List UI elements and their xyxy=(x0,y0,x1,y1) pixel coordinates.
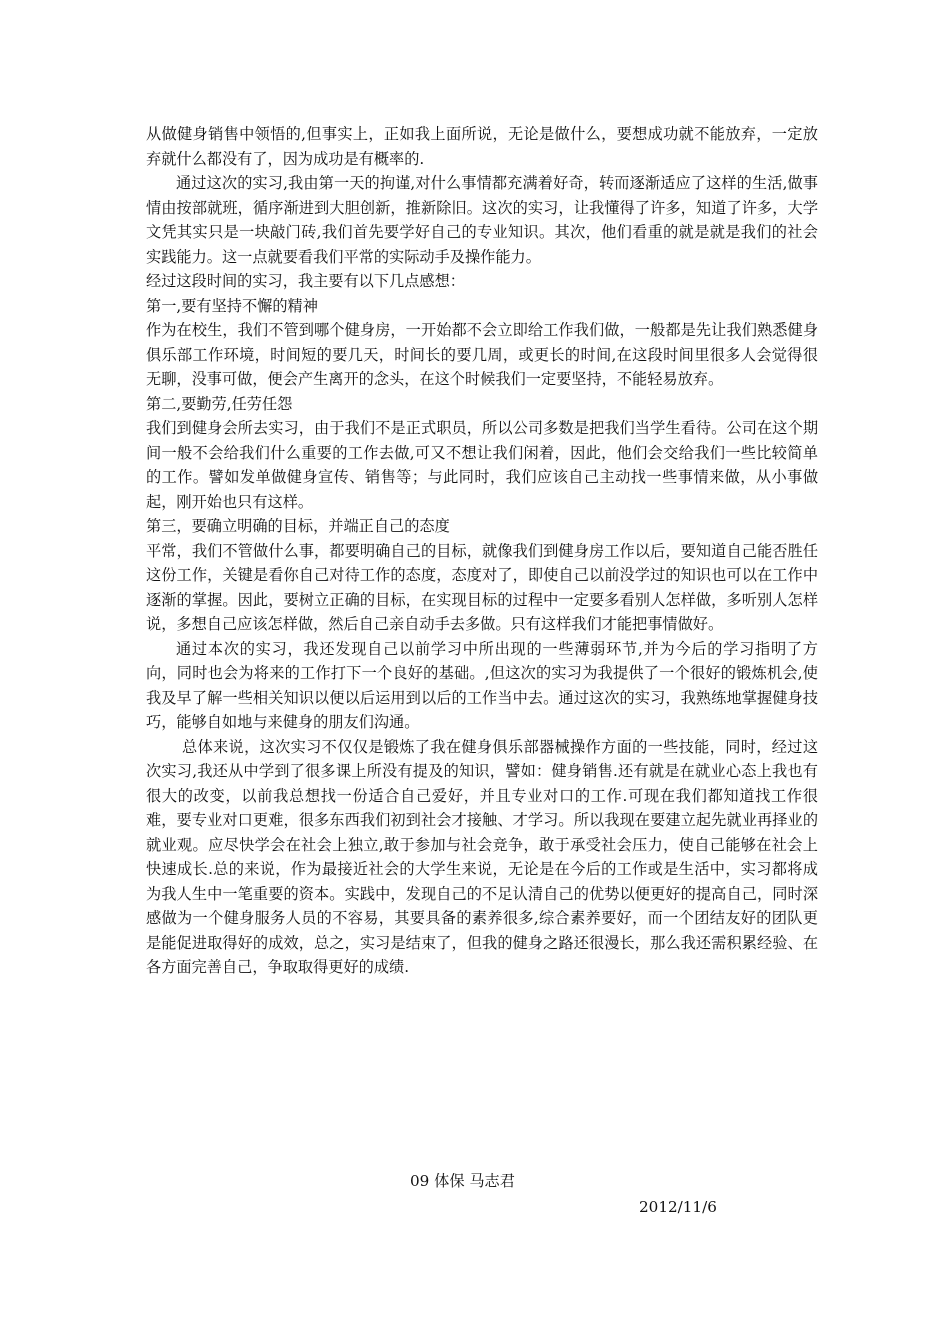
paragraph-goals: 平常，我们不管做什么事，都要明确自己的目标，就像我们到健身房工作以后，要知道自己能否胜任这份工作，关键是看你自己对待工作的态度，态度对了，即使自己以前没学过的知识也可以在工作中逐渐的掌握。因此，要树立正确的目标，在实现目标的过程中一定要多看别人怎样做，多听别人怎样说，多想自己应该怎样做，然后自己亲自动手去多做。只有这样我们才能把事情做好。 xyxy=(146,541,818,633)
paragraph-reflections-lead: 经过这段时间的实习，我主要有以下几点感想： xyxy=(146,272,465,290)
paragraph-diligence: 我们到健身会所去实习，由于我们不是正式职员，所以公司多数是把我们当学生看待。公司在这个期间一般不会给我们什么重要的工作去做,可又不想让我们闲着，因此，他们会交给我们一些比较简单的工作。譬如发单做健身宣传、销售等；与此同时，我们应该自己主动找一些事情来做，从小事做起，刚开始也只有这样。 xyxy=(146,419,818,511)
author-signature: 09 体保 马志君 xyxy=(410,1172,515,1190)
section-heading-2: 第二,要勤劳,任劳任怨 xyxy=(146,394,293,413)
paragraph-weaknesses: 通过本次的实习，我还发现自己以前学习中所出现的一些薄弱环节,并为今后的学习指明了方向，同时也会为将来的工作打下一个良好的基础。,但这次的实习为我提供了一个很好的锻炼机会,使我及早了解一些相关知识以便以后运用到以后的工作当中去。通过这次的实习，我熟练地掌握健身技巧，能够自如地与来健身的朋友们沟通。 xyxy=(146,639,818,731)
document-date: 2012/11/6 xyxy=(639,1198,717,1216)
paragraph-internship-overview: 通过这次的实习,我由第一天的拘谨,对什么事情都充满着好奇，转而逐渐适应了这样的生活,做事情由按部就班，循序渐进到大胆创新，推新除旧。这次的实习，让我懂得了许多，知道了许多，大学文凭其实只是一块敲门砖,我们首先要学好自己的专业知识。其次，他们看重的就是就是我们的社会实践能力。这一点就要看我们平常的实际动手及操作能力。 xyxy=(146,174,818,266)
paragraph-intro: 从做健身销售中领悟的,但事实上，正如我上面所说，无论是做什么，要想成功就不能放弃，一定放弃就什么都没有了，因为成功是有概率的. xyxy=(146,125,818,168)
section-heading-3: 第三，要确立明确的目标，并端正自己的态度 xyxy=(146,517,450,535)
section-heading-1: 第一,要有坚持不懈的精神 xyxy=(146,296,318,315)
paragraph-summary: 总体来说，这次实习不仅仅是锻炼了我在健身俱乐部器械操作方面的一些技能，同时，经过这次实习,我还从中学到了很多课上所没有提及的知识，譬如：健身销售.还有就是在就业心态上我也有很大的改变，以前我总想找一份适合自己爱好，并且专业对口的工作.可现在我们都知道找工作很难，要专业对口更难，很多东西我们初到社会才接触、才学习。所以我现在要建立起先就业再择业的就业观。应尽快学会在社会上独立,敢于参加与社会竞争，敢于承受社会压力，使自己能够在社会上快速成长.总的来说，作为最接近社会的大学生来说，无论是在今后的工作或是生活中，实习都将成为我人生中一笔重要的资本。实践中，发现自己的不足认清自己的优势以便更好的提高自己，同时深感做为一个健身服务人员的不容易，其要具备的素养很多,综合素养要好，而一个团结友好的团队更是能促进取得好的成效，总之，实习是结束了，但我的健身之路还很漫长，那么我还需积累经验、在各方面完善自己，争取取得更好的成绩. xyxy=(146,737,818,976)
document-body xyxy=(146,122,818,980)
paragraph-perseverance: 作为在校生，我们不管到哪个健身房，一开始都不会立即给工作我们做，一般都是先让我们熟悉健身俱乐部工作环境，时间短的要几天，时间长的要几周，或更长的时间,在这段时间里很多人会觉得很无聊，没事可做，便会产生离开的念头，在这个时候我们一定要坚持，不能轻易放弃。 xyxy=(146,321,818,388)
